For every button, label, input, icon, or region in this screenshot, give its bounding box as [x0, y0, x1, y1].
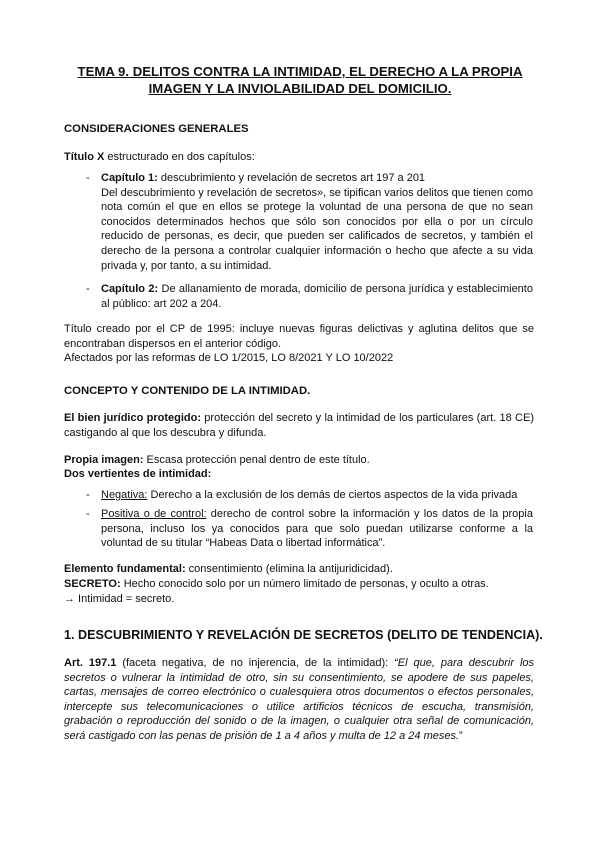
titulo-x-paragraph	[64, 150, 534, 165]
art-197-quote: “El que, para descubrir los secretos o vulnerar la intimidad de otro, sin su consentimiento, se apodere de sus papeles, cartas, mensajes de correo electrónico o cualesquiera otros documentos o efectos personales, intercepte sus telecomunicaciones o utilice artificios técnicos de escucha, transmisión, grabación o reproducción del sonido o de la imagen, o cualquier otra señal de comunicación, será castigado con las penas de prisión de 1 a 4 años y multa de 12 a 24 meses.	[64, 657, 535, 742]
heading-section-1: 1. DESCUBRIMIENTO Y REVELACIÓN DE SECRETOS (DELITO DE TENDENCIA).	[64, 628, 543, 642]
heading-consideraciones: CONSIDERACIONES GENERALES	[64, 123, 249, 135]
heading-vertientes: Dos vertientes de intimidad:	[64, 468, 212, 480]
page-title	[60, 63, 540, 97]
heading-concepto: CONCEPTO Y CONTENIDO DE LA INTIMIDAD.	[64, 385, 311, 397]
secreto-text: Hecho conocido solo por un número limitado de personas, y oculto a otras.	[120, 578, 489, 590]
capitulo-1-label: Capítulo 1:	[101, 172, 158, 184]
art-197-close: ”	[459, 729, 463, 742]
titulo-x-label: Título X	[64, 151, 105, 163]
elemento-fundamental-label: Elemento fundamental:	[64, 563, 186, 575]
list-dash: -	[86, 508, 90, 520]
capitulo-1-detail: Del descubrimiento y revelación de secretos», se tipifican varios delitos que tienen como nota común el que en ellos se protege la voluntad de una persona de que no sean conocidos determinados hechos que sólo son conocidos por ella o por un círculo reducido de personas, es decir, que pueden ser calificados de secretos, y también el derecho de la persona a controlar cualquier información o hecho que afecte a su vida privada y, por tanto, a su intimidad.	[101, 186, 533, 272]
afectados-line: Afectados por las reformas de LO 1/2015, LO 8/2021 Y LO 10/2022	[64, 352, 394, 364]
propia-imagen-text: Escasa protección penal dentro de este título.	[143, 454, 370, 466]
titulo-x-text: estructurado en dos capítulos:	[104, 151, 255, 163]
list-dash: -	[86, 172, 90, 184]
negativa-label: Negativa:	[101, 489, 148, 501]
bien-juridico-paragraph	[64, 411, 534, 440]
title-line-2: IMAGEN Y LA INVIOLABILIDAD DEL DOMICILIO.	[148, 81, 452, 96]
propia-imagen-label: Propia imagen:	[64, 454, 144, 466]
creado-paragraph: Título creado por el CP de 1995: incluye nuevas figuras delictivas y aglutina delitos que se encontraban dispersos en el anterior código.	[64, 323, 534, 350]
list-dash: -	[86, 283, 90, 295]
intimidad-secreto-line: → Intimidad = secreto.	[64, 593, 175, 605]
list-item-positiva	[101, 507, 533, 551]
list-item-capitulo-2	[101, 282, 533, 311]
negativa-text: Derecho a la exclusión de los demás de ciertos aspectos de la vida privada	[147, 489, 518, 501]
art-197-paragraph	[64, 656, 534, 744]
bien-juridico-text: protección del secreto y la intimidad de los particulares (art. 18 CE) castigando al que los descubra y difunda.	[64, 412, 535, 439]
capitulo-1-line	[101, 171, 533, 186]
positiva-text: derecho de control sobre la información y los datos de la propia persona, incluso los ya conocidos para que solo puedan utilizarse conforme a la voluntad de su titular “Habeas Data o libertad informática”.	[101, 508, 533, 550]
list-item-capitulo-1	[101, 171, 533, 273]
capitulo-2-label: Capítulo 2:	[101, 283, 159, 295]
art-197-intro: (faceta negativa, de no injerencia, de la intimidad):	[116, 657, 395, 669]
capitulo-2-text: De allanamiento de morada, domicilio de persona jurídica y establecimiento al público: art 202 a 204.	[101, 283, 533, 310]
art-197-label: Art. 197.1	[64, 657, 117, 669]
bien-juridico-label: El bien jurídico protegido:	[64, 412, 201, 424]
list-dash: -	[86, 489, 90, 501]
capitulo-1-text: descubrimiento y revelación de secretos art 197 a 201	[157, 172, 426, 184]
positiva-label: Positiva o de control:	[101, 508, 207, 520]
elemento-fundamental-text: consentimiento (elimina la antijuridicidad).	[185, 563, 393, 575]
elemento-fundamental-line	[64, 562, 534, 577]
list-item-negativa	[101, 488, 533, 503]
title-line-1: TEMA 9. DELITOS CONTRA LA INTIMIDAD, EL DERECHO A LA PROPIA	[77, 64, 523, 79]
secreto-label: SECRETO:	[64, 578, 121, 590]
propia-imagen-line	[64, 453, 534, 468]
secreto-line	[64, 577, 534, 592]
